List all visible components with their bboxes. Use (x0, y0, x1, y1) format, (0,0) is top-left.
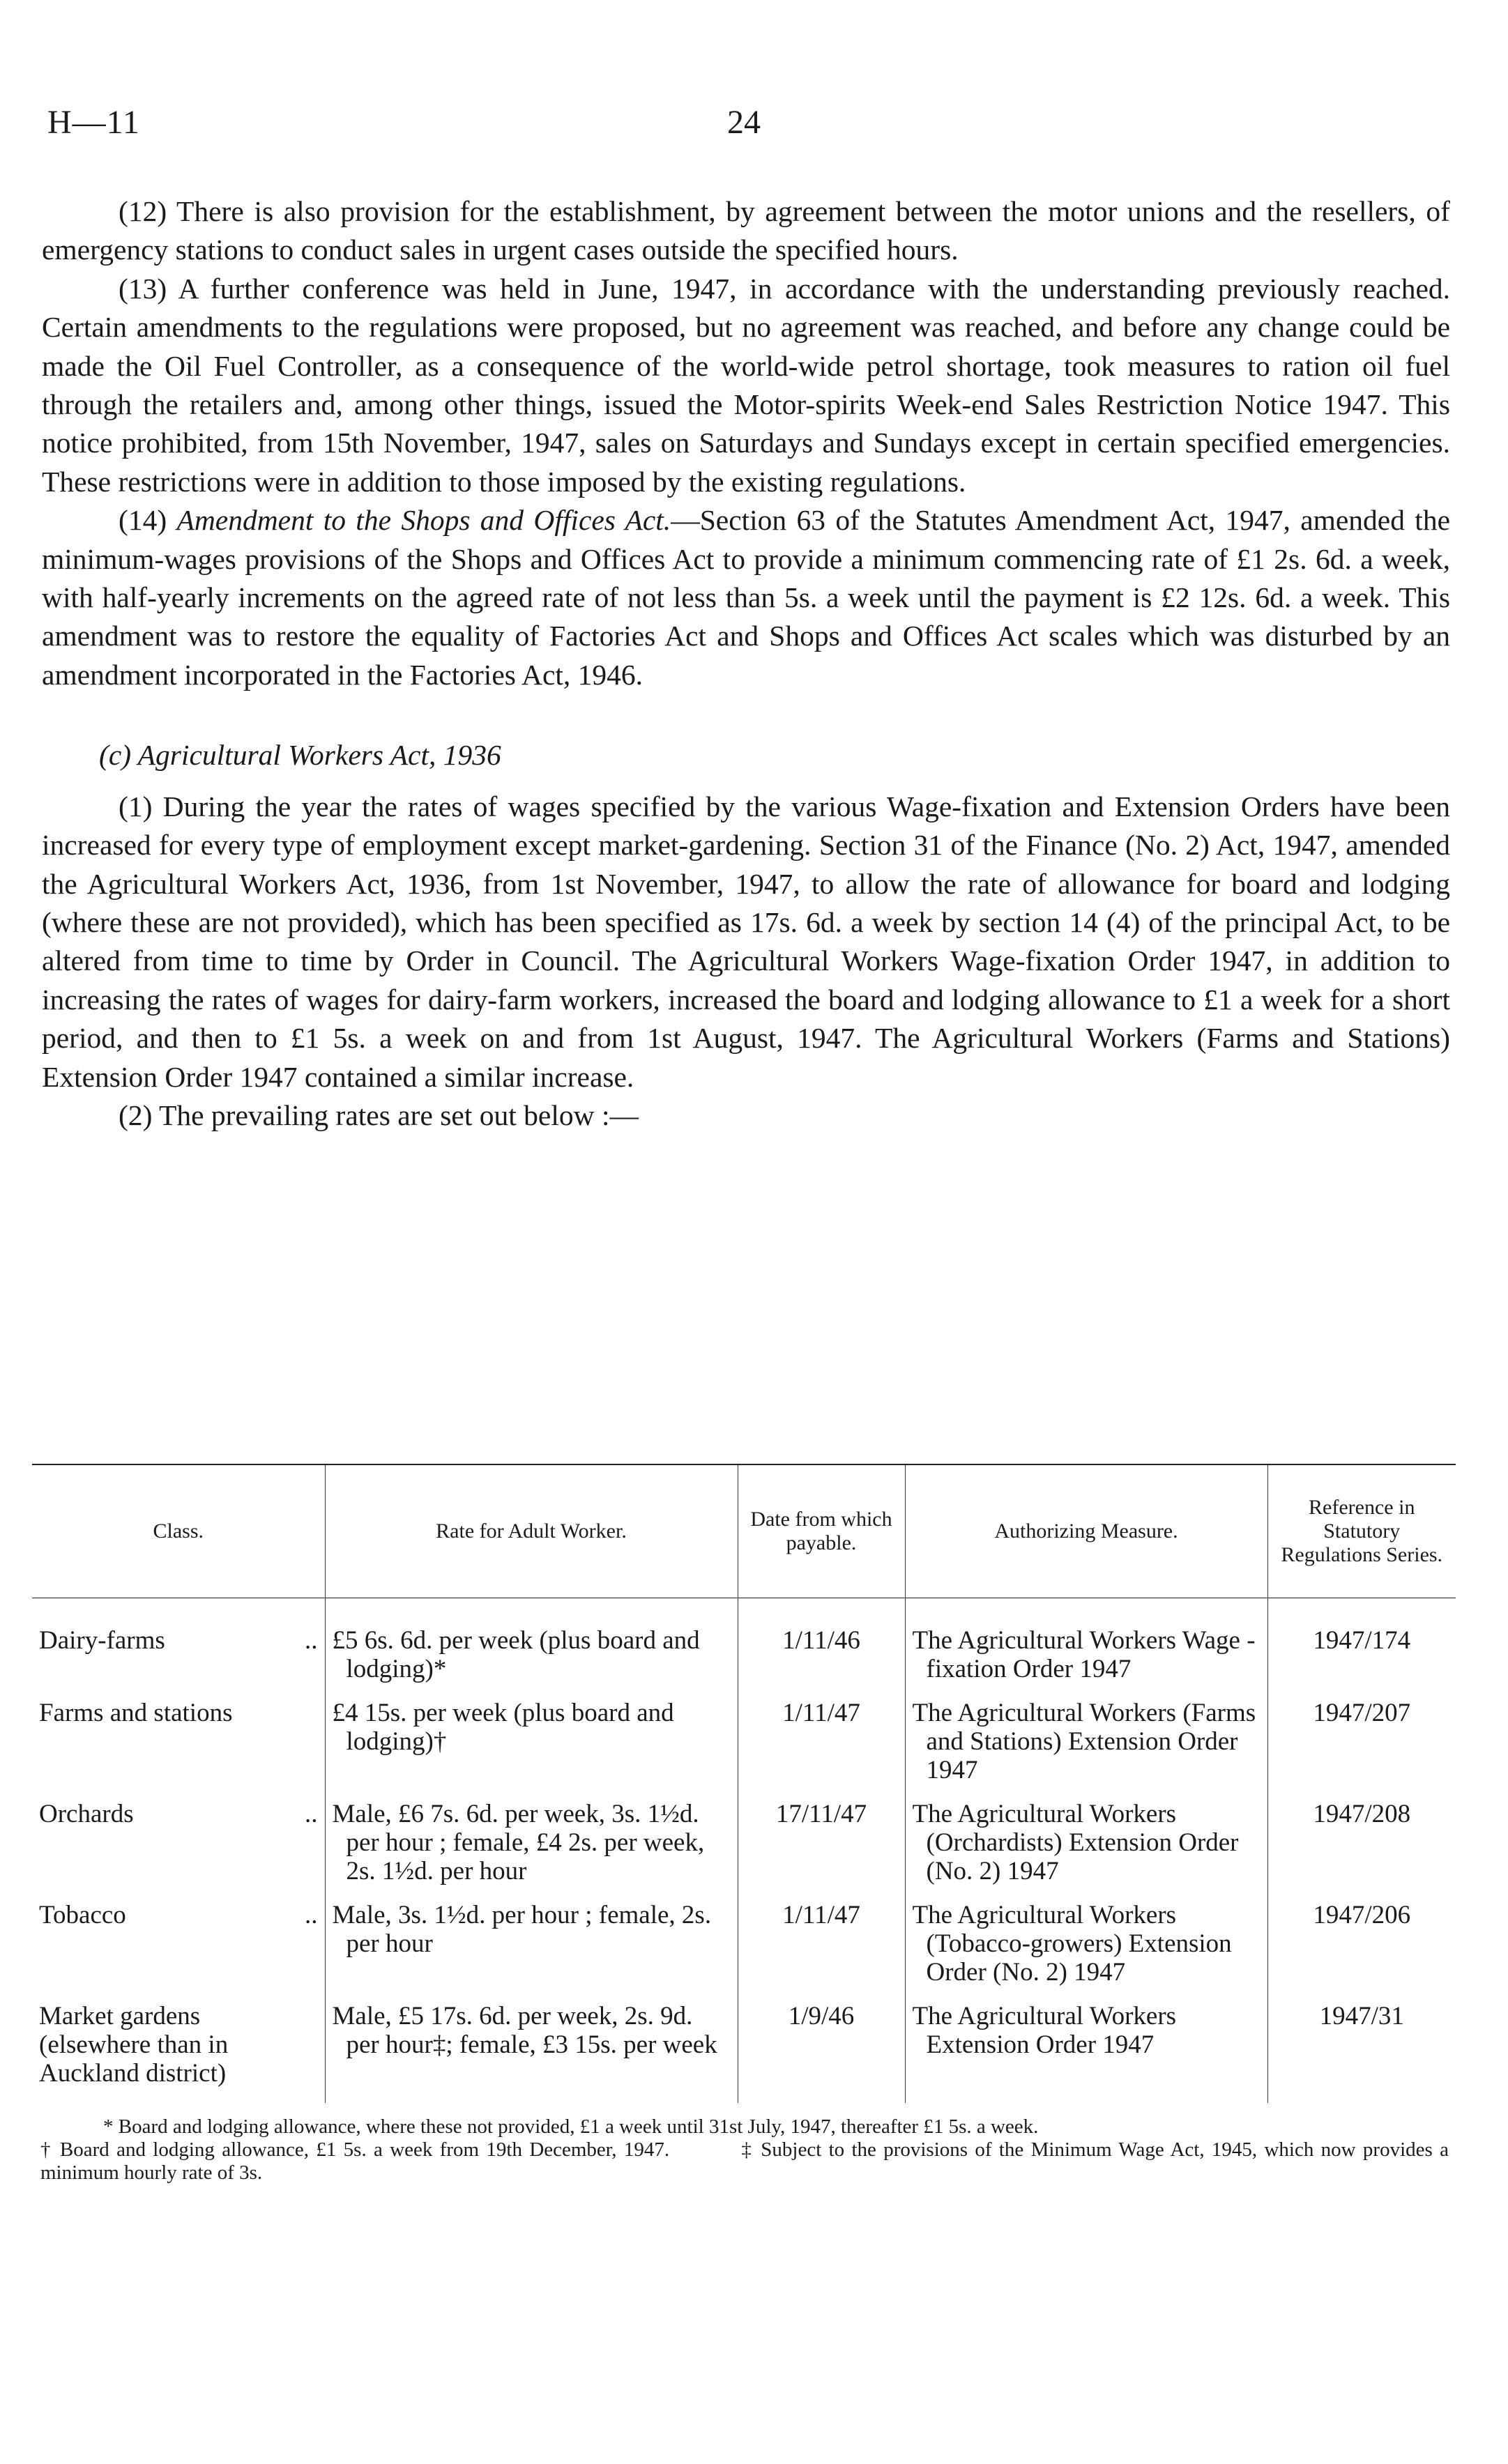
rates-table (32, 1464, 1456, 2103)
table-row (32, 1699, 1456, 1800)
footnote-dagger-line (40, 2138, 1449, 2184)
paragraph-13: (13) A further conference was held in June, 1947, in accordance with the understanding previously reached. Certain amendments to the regulations were proposed, but no agreement was reached, and before any change could be made the Oil Fuel Controller, as a consequence of the world-wide petrol shortage, took measures to ration oil fuel through the retailers and, among other things, issued the Motor-spirits Week-end Sales Restriction Notice 1947. This notice prohibited, from 15th November, 1947, sales on Saturdays and Sundays except in certain specified emergencies. These restrictions were in addition to those imposed by the existing regulations. (42, 272, 1450, 498)
cell-class (32, 1901, 325, 2002)
paragraph-c1: (1) During the year the rates of wages specified by the various Wage-fixation and Extension Orders have been increased for every type of employment except market-gardening. Section 31 of the Finance (No. 2) Act, 1947, amended the Agricultural Workers Act, 1936, from 1st November, 1947, to allow the rate of allowance for board and lodging (where these are not provided), which has been specified as 17s. 6d. a week by section 14 (4) of the principal Act, to be altered from time to time by Order in Council. The Agricultural Workers Wage-fixation Order 1947, in addition to increasing the rates of wages for dairy-farm workers, increased the board and lodging allowance to £1 a week for a short period, and then to £1 5s. a week on and from 1st August, 1947. The Agricultural Workers (Farms and Stations) Extension Order 1947 contained a similar increase. (42, 790, 1450, 1093)
table-row (32, 1800, 1456, 1901)
cell-reference: 1947/207 (1267, 1699, 1456, 1800)
footnote-star: * Board and lodging allowance, where these not provided, £1 a week until 31st July, 1947, thereafter £1 5s. a week. (103, 2115, 1039, 2138)
document-reference: H—11 (47, 104, 140, 141)
cell-measure: The Agricultural Workers Extension Order 1947 (905, 2002, 1267, 2103)
rates-table-container (32, 1464, 1456, 2103)
header-rate: Rate for Adult Worker. (325, 1464, 738, 1598)
table-row (32, 1901, 1456, 2002)
paragraph-c2: (2) The prevailing rates are set out below :— (119, 1099, 639, 1131)
section-heading: (c) Agricultural Workers Act, 1936 (99, 739, 501, 772)
cell-rate: £5 6s. 6d. per week (plus board and lodging)* (325, 1598, 738, 1699)
cell-class (32, 1598, 325, 1699)
cell-reference: 1947/208 (1267, 1800, 1456, 1901)
cell-reference: 1947/174 (1267, 1598, 1456, 1699)
cell-rate: Male, £6 7s. 6d. per week, 3s. 1½d. per hour ; female, £4 2s. per week, 2s. 1½d. per hour (325, 1800, 738, 1901)
cell-date: 17/11/47 (738, 1800, 905, 1901)
cell-date: 1/11/47 (738, 1699, 905, 1800)
paragraph-14 (42, 501, 1450, 694)
class-label: Tobacco (39, 1901, 126, 1929)
cell-class (32, 2002, 325, 2103)
footnote-dagger: † Board and lodging allowance, £1 5s. a week from 19th December, 1947. (40, 2138, 670, 2161)
leader-dots: .. (305, 1800, 318, 1828)
cell-rate: Male, 3s. 1½d. per hour ; female, 2s. per hour (325, 1901, 738, 2002)
cell-reference: 1947/31 (1267, 2002, 1456, 2103)
footnote-double-dagger: ‡ Subject to the provisions of the Minimum Wage Act, 1945, which now provides a minimum hourly rate of 3s. (40, 2138, 1449, 2184)
leader-dots: .. (305, 1626, 318, 1655)
cell-date: 1/11/46 (738, 1598, 905, 1699)
cell-measure: The Agricultural Workers Wage - fixation Order 1947 (905, 1598, 1267, 1699)
class-label: Dairy-farms (39, 1626, 165, 1655)
cell-measure: The Agricultural Workers (Orchardists) Extension Order (No. 2) 1947 (905, 1800, 1267, 1901)
cell-measure: The Agricultural Workers (Farms and Stations) Extension Order 1947 (905, 1699, 1267, 1800)
cell-rate: £4 15s. per week (plus board and lodging)† (325, 1699, 738, 1800)
header-measure: Authorizing Measure. (905, 1464, 1267, 1598)
paragraph-14-number: (14) (119, 504, 167, 537)
cell-reference: 1947/206 (1267, 1901, 1456, 2002)
table-row (32, 2002, 1456, 2103)
cell-measure: The Agricultural Workers (Tobacco-growers) Extension Order (No. 2) 1947 (905, 1901, 1267, 2002)
cell-date: 1/9/46 (738, 2002, 905, 2103)
cell-class (32, 1699, 325, 1800)
cell-date: 1/11/47 (738, 1901, 905, 2002)
class-label: Orchards (39, 1800, 134, 1828)
table-row (32, 1598, 1456, 1699)
footnotes (40, 2115, 1449, 2184)
class-label: Market gardens (elsewhere than in Auckland district) (39, 2002, 229, 2088)
class-label: Farms and stations (39, 1699, 233, 1727)
cell-class (32, 1800, 325, 1901)
header-reference: Reference in Statutory Regulations Series. (1267, 1464, 1456, 1598)
table-header-row (32, 1464, 1456, 1598)
leader-dots: .. (305, 1901, 318, 1929)
paragraph-12: (12) There is also provision for the establishment, by agreement between the motor unions and the resellers, of emergency stations to conduct sales in urgent cases outside the specified hours. (42, 195, 1450, 266)
cell-rate: Male, £5 17s. 6d. per week, 2s. 9d. per hour‡; female, £3 15s. per week (325, 2002, 738, 2103)
header-date: Date from which payable. (738, 1464, 905, 1598)
page-number: 24 (727, 104, 761, 141)
paragraph-14-title: Amendment to the Shops and Offices Act. (176, 504, 671, 537)
body-text (42, 192, 1450, 1135)
header-class: Class. (32, 1464, 325, 1598)
paragraph-14-body: —Section 63 of the Statutes Amendment Act, 1947, amended the minimum-wages provisions of the Shops and Offices Act to provide a minimum commencing rate of £1 2s. 6d. a week, with half-yearly increments on the agreed rate of not less than 5s. a week until the payment is £2 12s. 6d. a week. This amendment was to restore the equality of Factories Act and Shops and Offices Act scales which was disturbed by an amendment incorporated in the Factories Act, 1946. (42, 504, 1451, 691)
